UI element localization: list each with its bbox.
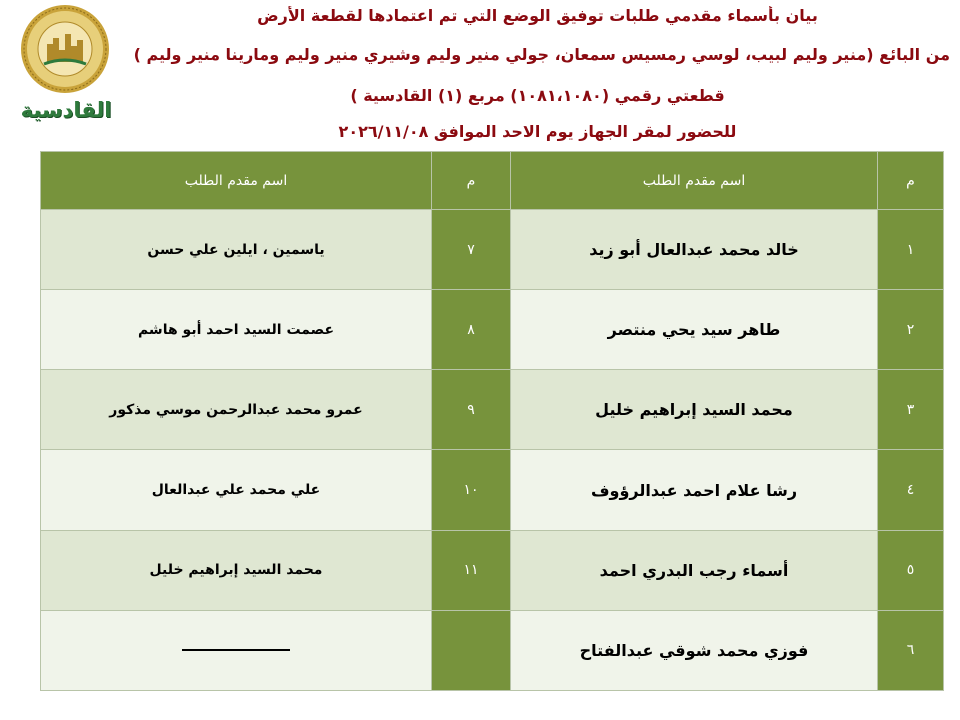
table-row — [41, 530, 944, 610]
header-title: بيان بأسماء مقدمي طلبات توفيق الوضع التي تم اعتمادها لقطعة الأرض — [257, 6, 818, 25]
row-number: ٢ — [878, 290, 944, 370]
row-number: ٩ — [432, 370, 511, 450]
applicant-name: ياسمين ، ايلين علي حسن — [41, 210, 432, 290]
table-row — [41, 450, 944, 530]
row-number: ٦ — [878, 610, 944, 690]
row-number: ٥ — [878, 530, 944, 610]
row-number: ٣ — [878, 370, 944, 450]
column-header-num-right: م — [878, 152, 944, 210]
header-attendance: للحضور لمقر الجهاز يوم الاحد الموافق ٢٠٢٦/١١/٠٨ — [338, 122, 737, 141]
applicant-name: رشا علام احمد عبدالرؤوف — [511, 450, 878, 530]
applicant-name: طاهر سيد يحي منتصر — [511, 290, 878, 370]
applicant-name: فوزي محمد شوقي عبدالفتاح — [511, 610, 878, 690]
row-number: ٧ — [432, 210, 511, 290]
table-row — [41, 210, 944, 290]
table-row — [41, 370, 944, 450]
table-row — [41, 290, 944, 370]
header-sellers: من البائع (منير وليم لبيب، لوسي رمسيس سمعان، جولي منير وليم وشيري منير وليم ومارينا منير وليم ) — [133, 45, 950, 64]
authority-logo — [14, 4, 118, 132]
applicant-name: خالد محمد عبدالعال أبو زيد — [511, 210, 878, 290]
row-number: ١ — [878, 210, 944, 290]
applicant-name: عصمت السيد احمد أبو هاشم — [41, 290, 432, 370]
city-name: القادسية — [20, 98, 112, 122]
row-number: ٤ — [878, 450, 944, 530]
row-number: ١٠ — [432, 450, 511, 530]
table-header-row — [41, 152, 944, 210]
empty-entry-cell — [41, 610, 432, 690]
applicant-name: محمد السيد إبراهيم خليل — [511, 370, 878, 450]
seal-icon — [20, 4, 110, 94]
applicant-name: أسماء رجب البدري احمد — [511, 530, 878, 610]
column-header-num-left: م — [432, 152, 511, 210]
applicant-name: علي محمد علي عبدالعال — [41, 450, 432, 530]
header-plots: قطعتي رقمي (١٠٨١،١٠٨٠) مربع (١) القادسية ) — [350, 86, 725, 105]
applicants-table — [40, 151, 944, 691]
applicant-name: عمرو محمد عبدالرحمن موسي مذكور — [41, 370, 432, 450]
column-header-name-right: اسم مقدم الطلب — [511, 152, 878, 210]
empty-entry-dash — [182, 649, 290, 651]
row-number: ١١ — [432, 530, 511, 610]
applicant-name: محمد السيد إبراهيم خليل — [41, 530, 432, 610]
column-header-name-left: اسم مقدم الطلب — [41, 152, 432, 210]
row-number-empty — [432, 610, 511, 690]
table-row — [41, 610, 944, 690]
row-number: ٨ — [432, 290, 511, 370]
